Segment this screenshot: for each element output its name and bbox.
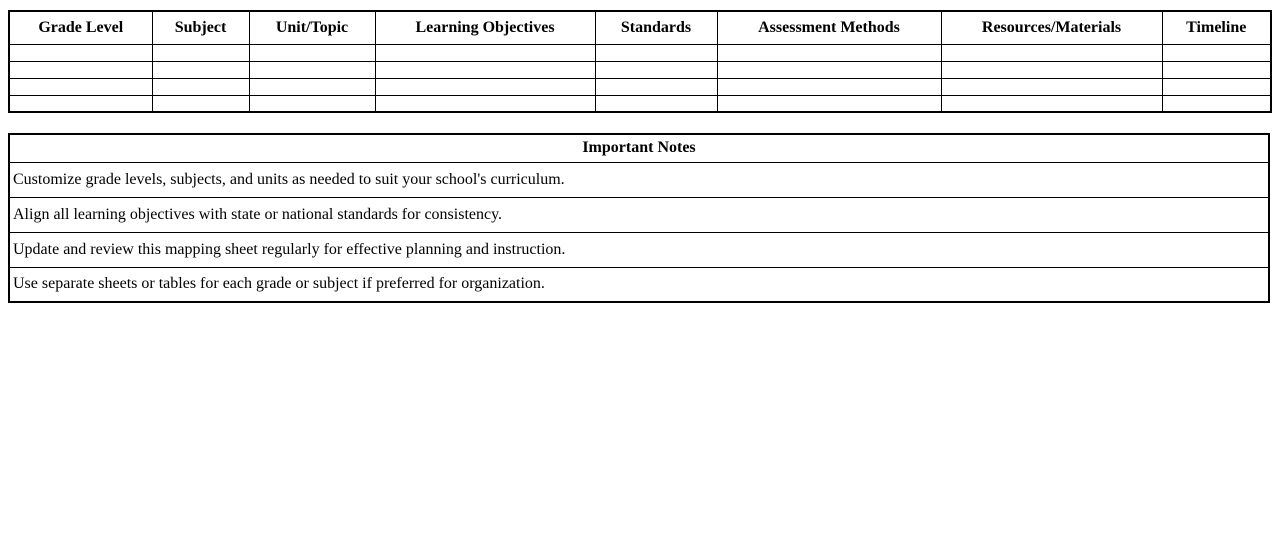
- empty-cell: [717, 61, 941, 78]
- empty-cell: [9, 61, 152, 78]
- empty-cell: [375, 95, 595, 112]
- column-header-resources-materials: Resources/Materials: [941, 11, 1162, 44]
- empty-cell: [595, 78, 717, 95]
- note-row: [9, 232, 1269, 267]
- note-text: Update and review this mapping sheet regularly for effective planning and instruction.: [9, 232, 1269, 267]
- empty-cell: [152, 95, 249, 112]
- empty-cell: [595, 61, 717, 78]
- empty-cell: [1162, 61, 1271, 78]
- empty-cell: [375, 78, 595, 95]
- column-header-timeline: Timeline: [1162, 11, 1271, 44]
- empty-cell: [9, 78, 152, 95]
- empty-cell: [375, 61, 595, 78]
- notes-header-row: [9, 134, 1269, 162]
- note-text: Customize grade levels, subjects, and units as needed to suit your school's curriculum.: [9, 162, 1269, 197]
- empty-cell: [152, 61, 249, 78]
- empty-cell: [375, 44, 595, 61]
- empty-cell: [249, 78, 375, 95]
- empty-cell: [249, 95, 375, 112]
- empty-cell: [9, 95, 152, 112]
- empty-cell: [249, 44, 375, 61]
- note-row: [9, 162, 1269, 197]
- empty-cell: [1162, 44, 1271, 61]
- empty-cell: [717, 78, 941, 95]
- notes-title: Important Notes: [9, 134, 1269, 162]
- note-row: [9, 267, 1269, 302]
- empty-cell: [1162, 78, 1271, 95]
- column-header-unit-topic: Unit/Topic: [249, 11, 375, 44]
- column-header-learning-objectives: Learning Objectives: [375, 11, 595, 44]
- empty-cell: [1162, 95, 1271, 112]
- empty-cell: [595, 95, 717, 112]
- empty-cell: [941, 61, 1162, 78]
- curriculum-empty-row: [9, 61, 1271, 78]
- column-header-grade-level: Grade Level: [9, 11, 152, 44]
- note-text: Align all learning objectives with state or national standards for consistency.: [9, 197, 1269, 232]
- empty-cell: [152, 78, 249, 95]
- empty-cell: [249, 61, 375, 78]
- note-text: Use separate sheets or tables for each grade or subject if preferred for organization.: [9, 267, 1269, 302]
- important-notes-table: [8, 133, 1270, 303]
- curriculum-mapping-table: [8, 10, 1272, 113]
- empty-cell: [152, 44, 249, 61]
- empty-cell: [717, 44, 941, 61]
- column-header-subject: Subject: [152, 11, 249, 44]
- empty-cell: [717, 95, 941, 112]
- empty-cell: [941, 44, 1162, 61]
- note-row: [9, 197, 1269, 232]
- curriculum-empty-row: [9, 95, 1271, 112]
- empty-cell: [941, 78, 1162, 95]
- empty-cell: [9, 44, 152, 61]
- empty-cell: [595, 44, 717, 61]
- curriculum-empty-row: [9, 44, 1271, 61]
- column-header-assessment-methods: Assessment Methods: [717, 11, 941, 44]
- curriculum-header-row: [9, 11, 1271, 44]
- column-header-standards: Standards: [595, 11, 717, 44]
- empty-cell: [941, 95, 1162, 112]
- curriculum-empty-row: [9, 78, 1271, 95]
